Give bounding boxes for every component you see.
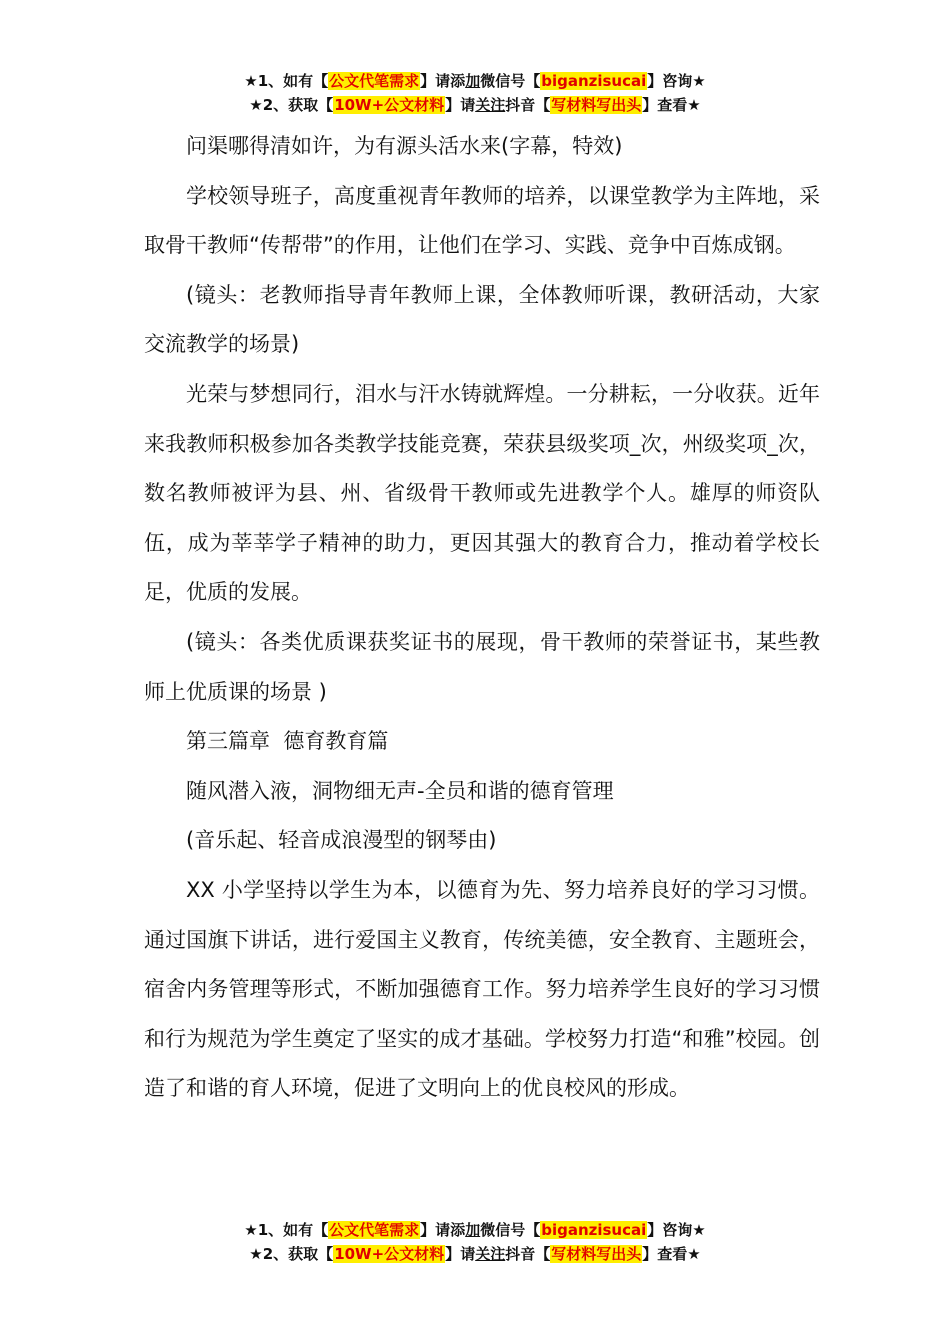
footer-banner bbox=[0, 1218, 950, 1266]
banner-highlight: 写材料写出头 bbox=[551, 1245, 642, 1263]
banner-highlight: 10W+公文材料 bbox=[334, 1245, 445, 1263]
document-body bbox=[144, 122, 820, 1114]
banner-emphasis: 关注 bbox=[475, 96, 506, 114]
banner-highlight: 写材料写出头 bbox=[551, 96, 642, 114]
banner-text: 微信号【 bbox=[480, 1221, 541, 1239]
banner-highlight: 公文代笔需求 bbox=[329, 1221, 420, 1239]
paragraph: 问渠哪得清如许，为有源头活水来(字幕，特效) bbox=[186, 134, 623, 158]
banner-line-2 bbox=[0, 1242, 950, 1266]
banner-text: 抖音【 bbox=[505, 96, 551, 114]
banner-text: 】咨询★ bbox=[647, 72, 706, 90]
banner-highlight: 公文代笔需求 bbox=[329, 72, 420, 90]
banner-highlight: biganzisucai bbox=[541, 1221, 647, 1239]
banner-text: 】请添 bbox=[420, 1221, 466, 1239]
banner-text: 】咨询★ bbox=[647, 1221, 706, 1239]
banner-text: 】查看★ bbox=[642, 96, 701, 114]
banner-text: 】请 bbox=[445, 96, 476, 114]
banner-text: 】请 bbox=[445, 1245, 476, 1263]
banner-text: 】查看★ bbox=[642, 1245, 701, 1263]
banner-line-1 bbox=[0, 69, 950, 93]
banner-line-2 bbox=[0, 93, 950, 117]
paragraph: XX 小学坚持以学生为本，以德育为先、努力培养良好的学习习惯。通过国旗下讲话，进行爱国主义教育，传统美德，安全教育、主题班会，宿舍内务管理等形式，不断加强德育工作。努力培养学生良好的学习习惯和行为规范为学生奠定了坚实的成才基础。学校努力打造“和雅”校园。创造了和谐的育人环境，促进了文明向上的优良校风的形成。 bbox=[144, 877, 820, 1101]
banner-text: 微信号【 bbox=[480, 72, 541, 90]
banner-emphasis: 加 bbox=[465, 1221, 481, 1239]
banner-text: ★2、获取【 bbox=[249, 1245, 334, 1263]
banner-highlight: 10W+公文材料 bbox=[334, 96, 445, 114]
paragraph: (音乐起、轻音成浪漫型的钢琴由) bbox=[186, 828, 497, 853]
paragraph: (镜头：各类优质课获奖证书的展现，骨干教师的荣誉证书，某些教师上优质课的场景 ) bbox=[144, 629, 820, 704]
banner-text: 抖音【 bbox=[505, 1245, 551, 1263]
paragraph: (镜头：老教师指导青年教师上课，全体教师听课，教研活动，大家交流教学的场景) bbox=[144, 282, 820, 357]
banner-text: ★1、如有【 bbox=[244, 1221, 329, 1239]
banner-line-1 bbox=[0, 1218, 950, 1242]
banner-text: 】请添 bbox=[420, 72, 466, 90]
header-banner bbox=[0, 69, 950, 117]
paragraph: 随风潜入液，洞物细无声-全员和谐的德育管理 bbox=[186, 778, 614, 803]
section-heading: 第三篇章 德育教育篇 bbox=[186, 729, 389, 754]
paragraph: 光荣与梦想同行，泪水与汗水铸就辉煌。一分耕耘，一分收获。近年来我教师积极参加各类教学技能竞赛，荣获县级奖项_次，州级奖项_次，数名教师被评为县、州、省级骨干教师或先进教学个人。雄厚的师资队伍，成为莘莘学子精神的助力，更因其强大的教育合力，推动着学校长足，优质的发展。 bbox=[144, 381, 820, 605]
banner-emphasis: 关注 bbox=[475, 1245, 506, 1263]
banner-text: ★1、如有【 bbox=[244, 72, 329, 90]
paragraph: 学校领导班子，高度重视青年教师的培养，以课堂教学为主阵地，采取骨干教师“传帮带”的作用，让他们在学习、实践、竞争中百炼成钢。 bbox=[144, 183, 820, 258]
banner-emphasis: 加 bbox=[465, 72, 481, 90]
banner-highlight: biganzisucai bbox=[541, 72, 647, 90]
banner-text: ★2、获取【 bbox=[249, 96, 334, 114]
